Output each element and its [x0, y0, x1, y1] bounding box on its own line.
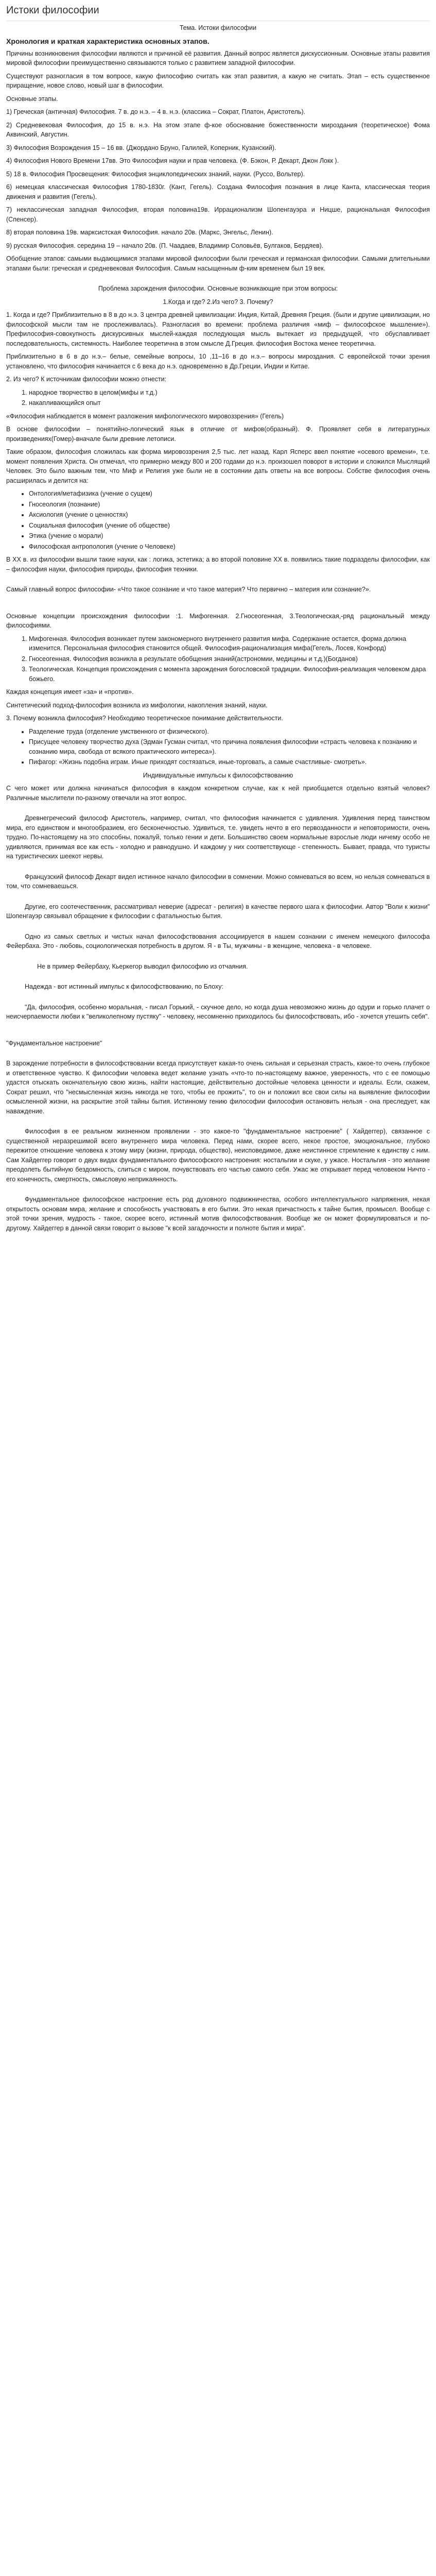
paragraph: Французский философ Декарт видел истинное начало философии в сомнении. Можно сомневаться во всем, но нельзя сомневаться в том, что сомневаешься.	[6, 873, 430, 890]
concepts-list	[6, 634, 430, 684]
section2-subheading: 1.Когда и где? 2.Из чего? 3. Почему?	[163, 298, 273, 306]
stage-item: 9) русская Философия. середина 19 – начало 20в. (П. Чаадаев, Владимир Соловьёв, Булгаков, Бердяев).	[6, 242, 324, 249]
reasons-list	[6, 727, 430, 767]
section2-heading: Проблема зарождения философии. Основные возникающие при этом вопросы:	[98, 285, 338, 293]
stage-item: 5) 18 в. Философия Просвещения: Философия энциклопедических знаний, науки. (Руссо, Вольтер).	[6, 170, 305, 178]
question1-continued: Приблизительно в 6 в до н.э.– белые, семейные вопросы, 10 ,11–16 в до н.э.– вопросы мироздания. С европейской точки зрения установлено, что философия начинается с 6 века до н.э. одновременно в Др.Греции, Индии и Китае.	[6, 353, 430, 370]
spacer	[6, 955, 430, 962]
list-item: • Гносеология (познание)	[29, 500, 430, 510]
spacer	[6, 1052, 430, 1059]
spacer	[6, 1025, 430, 1039]
list-item: • Этика (учение о морали)	[29, 531, 430, 541]
list-item: • Философская антропология (учение о Человеке)	[29, 542, 430, 552]
page-title: Истоки философии	[6, 3, 430, 21]
paragraph: Фундаментальное философское настроение есть род духовного подвижничества, особого интеллектуального напряжения, некая открытость основам мира, желание и способность участвовать в его бытии. Это некая причастность к тайне бытия, промысел. Вообще с этой точки зрения, мудрость - такое, скорее всего, истинный мотив философствования. Вообще же он может формулироваться и по-другому. Хайдеггер в данной связи говорит о вызове "к всей загадочности и полноте бытия и мира".	[6, 1196, 430, 1232]
list-item: 2. накапливающийся опыт	[29, 398, 430, 408]
stage-item: 7) неклассическая западная Философия, вторая половина19в. Иррационализм Шопенгауэра и Ницше, рациональная Философия (Спенсер).	[6, 206, 430, 223]
stage-item: 1) Греческая (античная) Философия. 7 в. до н.э. – 4 в. н.э. (классика – Сократ, Платон, Аристотель).	[6, 108, 306, 116]
spacer	[6, 578, 430, 585]
paragraph: Одно из самых светлых и чистых начал философствования ассоциируется в нашем сознании с именем немецкого философа Фейербаха. Это - любовь, социологическая потребность в другом. Я - в Ты, мужчины - в женщине, человека - в человеке.	[6, 933, 430, 950]
hegel-quote: «Философия наблюдается в момент разложения мифологического мировоззрения» (Гегель)	[6, 412, 284, 420]
each-concept-line: Каждая концепция имеет «за» и «против».	[6, 688, 134, 696]
myth-paragraph: В основе философии – понятийно-логический язык в отличие от мифов(образный). Ф. Проявляет себя в литературных произведениях(Гомер)-вначале были древние летописи.	[6, 426, 430, 443]
paragraph: В зарождение потребности в философствовании всегда присутствует какая-то очень сильная и серьезная страсть, какое-то очень глубокое и ответственное чувство. К философии человека ведет желание узнать «что-то по-настоящему важное, уверенность, что с ее помощью удастся отыскать окончательную свою жизнь, найти настоящие, действительно достойные человека ценности и идеалы. Если, скажем, Сократ решил, что "несмысленная жизнь никогда не того, чтобы ее прожить", то он и положил все свои силы на выявление философии осмысленной жизни, на раскрытие этой тайны бытия. Истинному гению философии философия остановить нельзя - она преследует, как наваждение.	[6, 1060, 430, 1115]
stage-item: 8) вторая половина 19в. марксистская Философия. начало 20в. (Маркс, Энгельс, Ленин).	[6, 229, 273, 236]
stage-item: 6) немецкая классическая Философия 1780-1830г. (Кант, Гегель). Создана Философия познания в лице Канта, классическая теория движения и развития (Гегель).	[6, 183, 430, 200]
sources-list	[6, 388, 430, 408]
document-page	[0, 0, 436, 1245]
paragraph: Другие, его соотечественник, рассматривал неверие (адресат - религия) в качестве первого шага к философии. Автор "Воли к жизни" Шопенгауэр связывал обращение к философии с фатальностью бытия.	[6, 903, 430, 920]
paragraph: Философия в ее реальном жизненном проявлении - это какое-то "фундаментальное настроение" ( Хайдеггер), связанное с существенной неразрешимой всего внутреннего мира человека. Перед нами, скорее всего, некое простое, эмоциональное, глубоко пережитое отношение человека к этому миру (жизни, природа, общество), неисповедимое, даже неистинное стремление к единству с ним. Сам Хайдеггер говорит о двух видах фундаментального философского настроения: ностальгии и скуке, у ужасе. Ностальгия - это желание преодолеть бытийную бездомность, слиться с миром, почувствовать его частью самого себя. Ужас же открывает перед человеком Ничто - его конечность, смертность, смысловую неприкаянность.	[6, 1128, 430, 1183]
spacer	[6, 975, 430, 982]
list-item: 2. Гносеогенная. Философия возникла в результате обобщения знаний(астрономии, медицины и т.д.)(Богданов)	[29, 654, 430, 664]
spacer	[6, 895, 430, 902]
paragraph: Надежда - вот истинный импульс к философствованию, по Блоху:	[25, 983, 223, 991]
spacer	[6, 995, 430, 1003]
question1-paragraph: 1. Когда и где? Приблизительно в 8 в до н.э. 3 центра древней цивилизации: Индия, Китай, Древняя Греция. (были и другие цивилизации, но философской мысли там не прослеживалась). Разногласия во времени: проблема различия «миф – философское мышление»). Префилософия-совокупность дискурсивных мыслей-каждая последующая мысль вытекает из предыдущей, что обуславливает последовательность, системность. Наиболее теоретична в этом смысле Д.Греция. философия Востока менее теоретична.	[6, 311, 430, 347]
list-item: • Социальная философия (учение об обществе)	[29, 521, 430, 531]
concepts-intro: Основные концепции происхождения философии :1. Мифогенная. 2.Гносеогенная, 3.Теологическая,-ряд рациональный между философиями.	[6, 612, 430, 630]
spacer	[6, 865, 430, 872]
list-item: 1. Мифогенная. Философия возникает путем закономерного внутреннего развития мифа. Содержание остается, форма должна изменится. Персональная философия становится общей. Философия-рационализация мифа(Гегель, Лосев, Конфорд)	[29, 634, 430, 653]
list-item: • Присущее человеку творчество духа (Эдман Гусман считал, что причина появления философии «страсть человека к познанию и сознанию мира, свобода от всякого практического интереса»).	[29, 737, 430, 756]
topic-line: Тема. Истоки философии	[179, 24, 257, 31]
spacer	[6, 598, 430, 612]
section1-opinion: Существуют разногласия в том вопросе, какую философию считать как этап развития, а какую не считать. Этап – есть существенное приращение, новое слово, новый шаг в философии.	[6, 72, 430, 90]
paragraph: Не в пример Фейербаху, Кьеркегор выводил философию из отчаяния.	[37, 962, 248, 970]
question3-paragraph: 3. Почему возникла философия? Необходимо теоретическое понимание действительности.	[6, 715, 283, 722]
spacer	[6, 277, 430, 284]
section1-heading: Хронология и краткая характеристика основных этапов.	[6, 37, 210, 46]
list-item: 3. Теологическая. Концепция происхождения с момента зарождения богословской традиции. Философия-реализация человеком дара божьего.	[29, 665, 430, 684]
list-item: • Аксиология (учение о ценностях)	[29, 510, 430, 520]
xx-century-paragraph: В XX в. из философии вышли такие науки, как : логика, эстетика; а во второй половине XX в. появились такие подразделы философии, как – философия науки, философия природы, философия техники.	[6, 556, 430, 573]
paragraph: Древнегреческий философ Аристотель, например, считал, что философия начинается с удивления. Удивления перед таинством мира, его единством и многообразием, его бесконечностью. Удивиться, т.е. увидеть нечто в его первозданности и неповторимости, очень трудно. По-настоящему на это способны, пожалуй, только гении и дети. Большинство своем нормальные взрослые люди ничему особо не удивляются, принимая все как есть - холодно и равнодушно. И каждому у них соответствующе - степенность. Бывает, правда, что туристы на туристических шеекот нервы.	[6, 815, 430, 860]
branches-list	[6, 489, 430, 551]
stages-heading: Основные этапы.	[6, 95, 58, 103]
question2-paragraph: 2. Из чего? К источникам философии можно отнести:	[6, 376, 167, 383]
spacer	[6, 1120, 430, 1127]
stage-item: 2) Средневековая Философия, до 15 в. н.э. На этом этапе ф-кое обоснование божественности мироздания (теоретическое) Фома Аквинский, Августин.	[6, 121, 430, 139]
paragraph: С чего может или должна начинаться философия в каждом конкретном случае, как к ней приобщается отдельно взятый человек? Различные мыслители по-разному отвечали на этот вопрос.	[6, 785, 430, 802]
stage-item: 4) Философия Нового Времени 17вв. Это Философия науки и прав человека. (Ф. Бэкон, Р. Декарт, Джон Локк ).	[6, 157, 339, 165]
list-item: 1. народное творчество в целом(мифы и т.д.)	[29, 388, 430, 398]
stage-item: 3) Философия Возрождения 15 – 16 вв. (Джордано Бруно, Галилей, Коперник, Кузанский).	[6, 144, 276, 151]
synthetic-approach: Синтетический подход-философия возникла из мифологии, накопления знаний, науки.	[6, 701, 268, 709]
list-item: • Пифагор: «Жизнь подобна играм. Иные приходят состязаться, иные-торговать, а самые счастливые- смотреть».	[29, 757, 430, 767]
section1-intro: Причины возникновения философии являются и причиной её развития. Данный вопрос является дискуссионным. Основные этапы развития мировой философии преимущественно связываются только с развитием западной философии.	[6, 49, 430, 67]
list-item: • Онтология/метафизика (учение о сущем)	[29, 489, 430, 499]
section1-summary: Обобщение этапов: самыми выдающимися этапами мировой философии были греческая и германская философии. Самыми длительными этапами были: греческая и средневековая Философия. Самым насыщенным ф-ким временем был 19 век.	[6, 255, 430, 272]
spacer	[6, 806, 430, 814]
mood-heading: "Фундаментальное настроение"	[6, 1039, 102, 1047]
main-question-paragraph: Самый главный вопрос философии- «Что такое сознание и что такое материя? Что первично – материя или сознание?».	[6, 586, 371, 594]
section3-heading: Индивидуальные импульсы к философствованию	[143, 771, 293, 779]
axial-time-paragraph: Такие образом, философия сложилась как форма мировоззрения 2,5 тыс. лет назад. Карл Ясперс ввел понятие «осевого времени», т.е. момент появления Христа. Он отмечал, что примерно между 800 и 200 годами до н.э. произошел поворот в истории и сложился Мыслящий Человек. Это было важным тем, что Миф и Религия уже были не в состоянии дать ответы на все вопросы. Собстве философия очень расширилась и делится на:	[6, 448, 430, 484]
paragraph: "Да, философия, особенно моральная, - писал Горький, - скучное дело, но когда душа невозможно жизнь до одури и горько плачет о неисчерпаемости любви к "великолепному пустяку" - человеку, несомненно приходилось бы философствовать, ибо - хочется утешить себя".	[6, 1003, 430, 1021]
spacer	[6, 1188, 430, 1195]
spacer	[6, 925, 430, 932]
list-item: • Разделение труда (отделение умственного от физического).	[29, 727, 430, 737]
